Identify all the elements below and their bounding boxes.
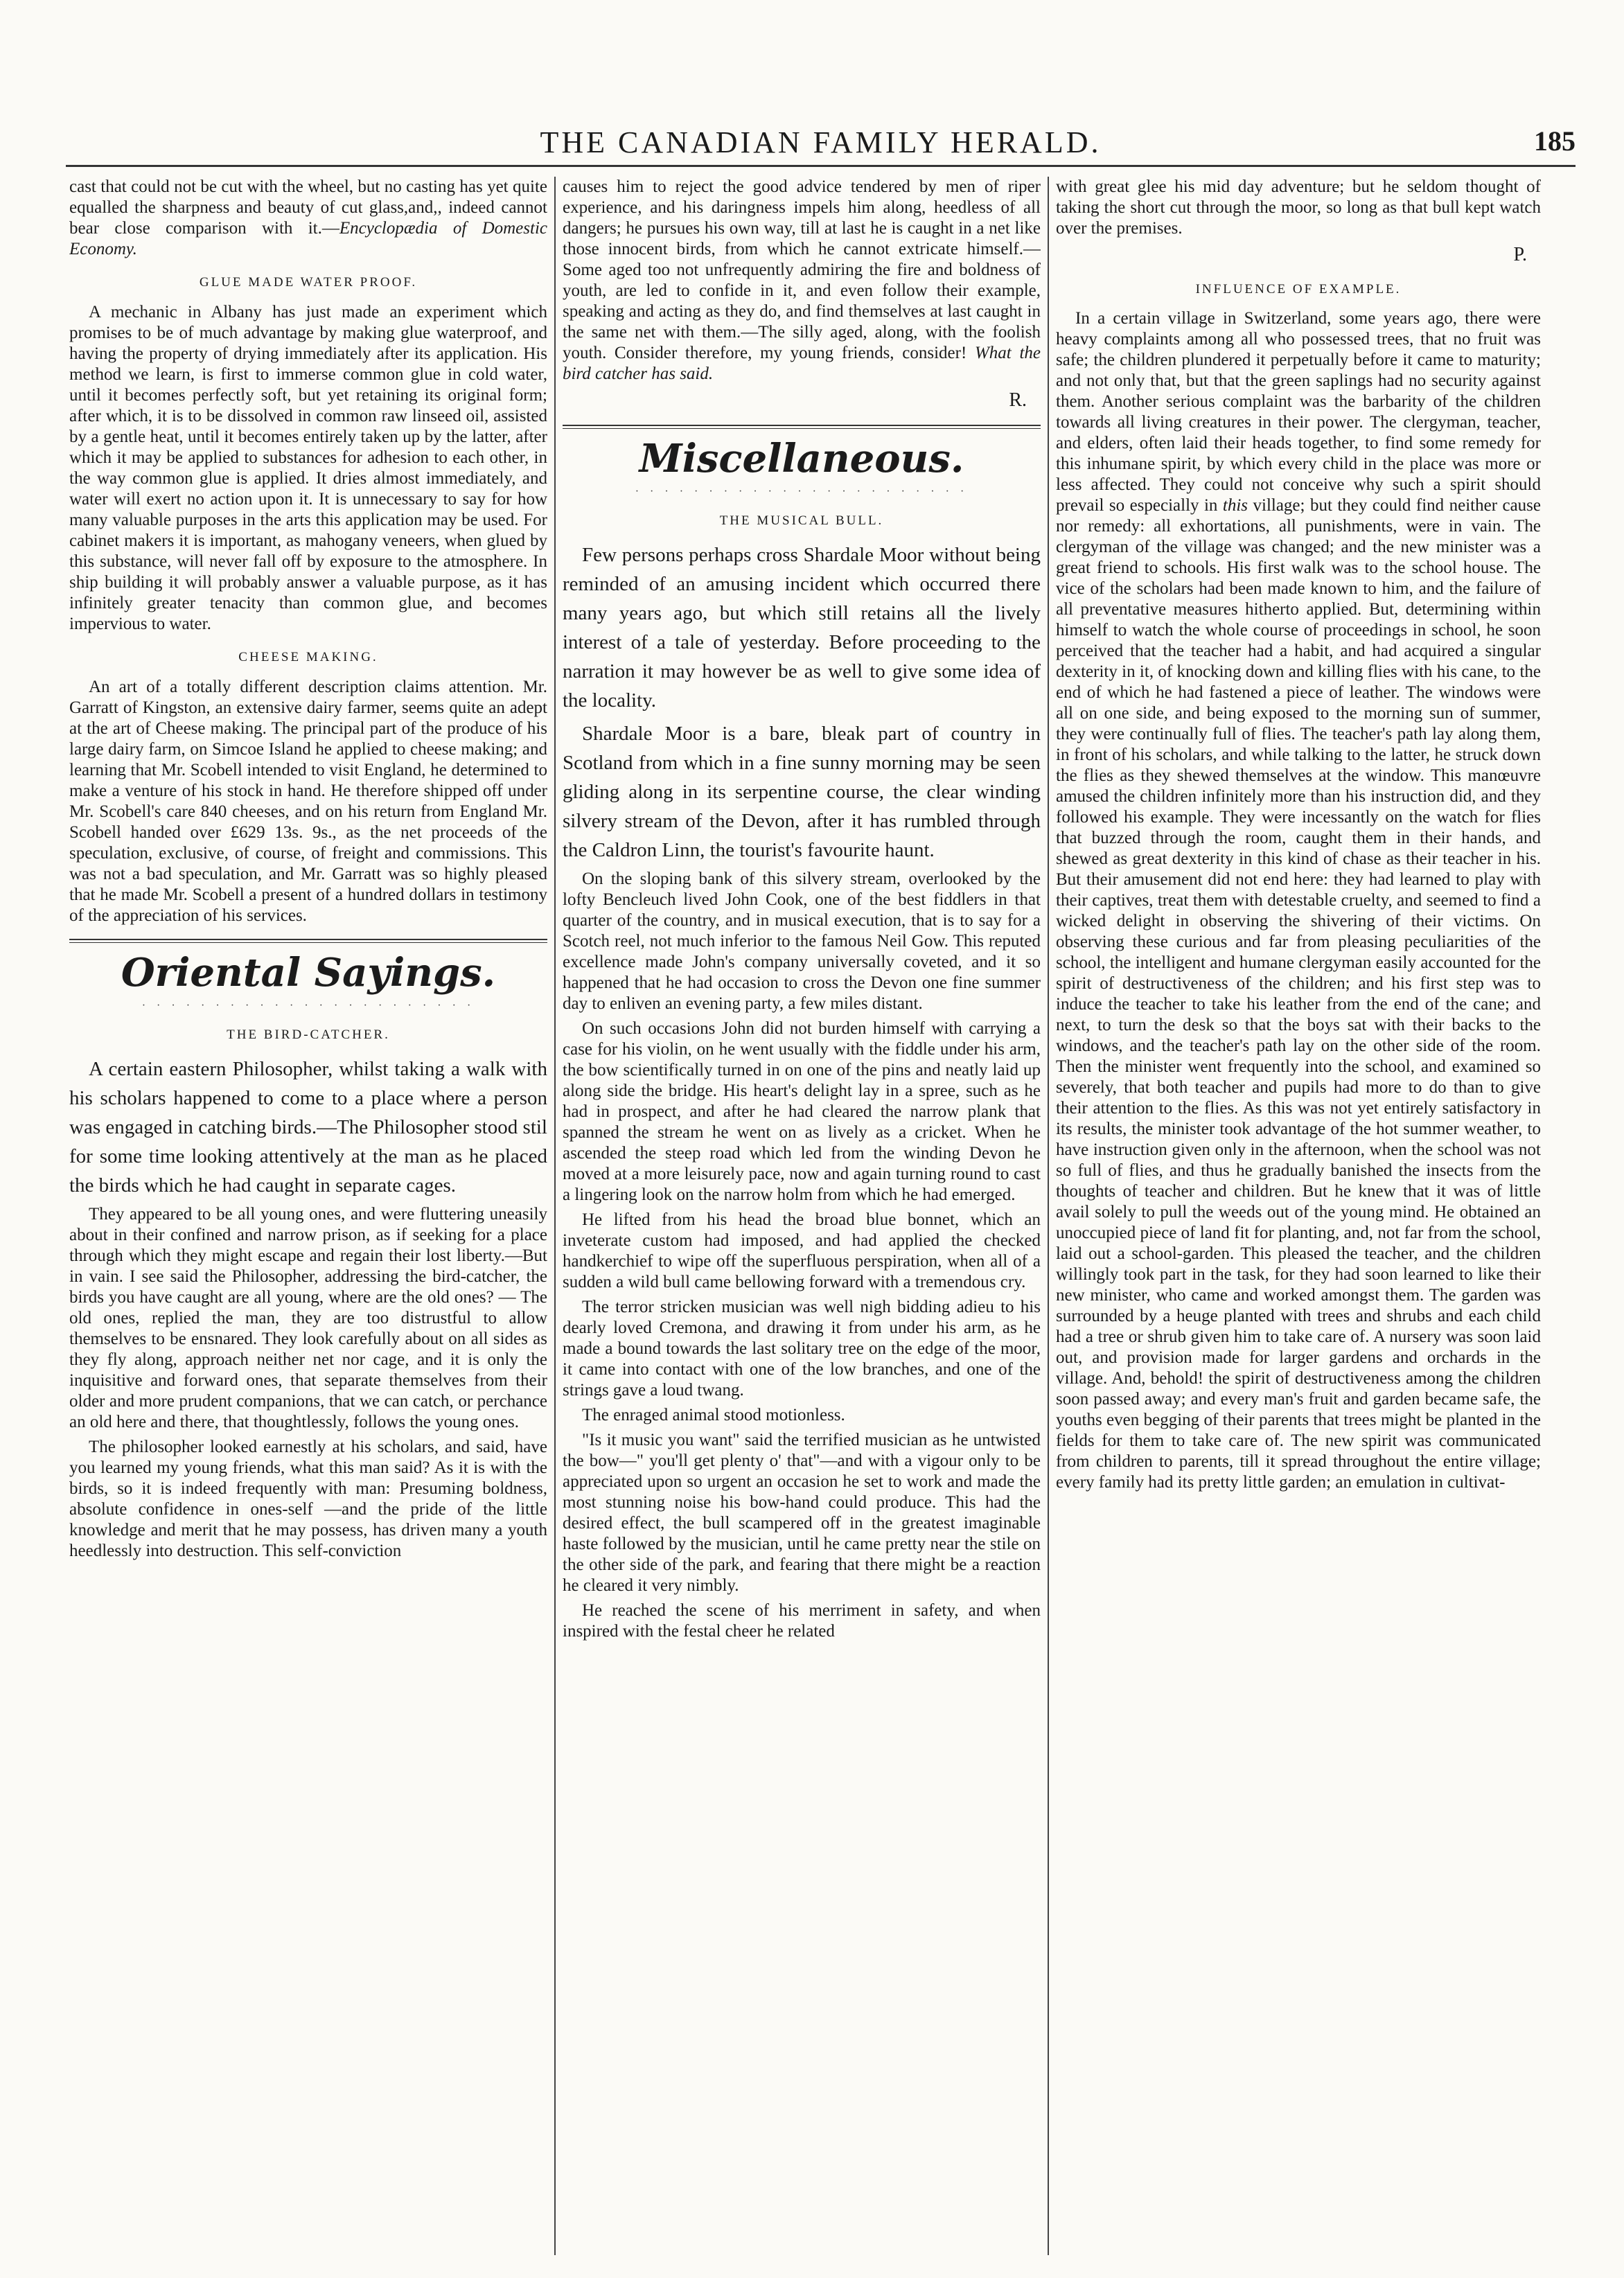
page-header [66,125,1576,166]
birdcatcher-moral: What the bird catcher has said. [563,344,1041,383]
column-1 [69,177,547,2255]
section-rule [69,939,547,940]
page-number: 185 [1534,125,1576,157]
influence-italic-word: this [1222,496,1248,515]
cheese-article: An art of a totally different description claims attention. Mr. Garratt of Kingston, an extensive dairy farmer, seems quite an adept at the art of Cheese making. The principal part of the produce of his large dairy farm, on Simcoe Island he applied to cheese making; and learning that Mr. Scobell intended to visit England, he determined to make a venture of his stock in hand. He therefore shipped off under Mr. Scobell's care 840 cheeses, and on his return from England Mr. Scobell handed over £629 13s. 9s., as the net proceeds of the speculation, exclusive, of course, of freight and commissions. This was not a bad speculation, and Mr. Garratt was so highly pleased that he made Mr. Scobell a present of a hundred dollars in testimony of the appreciation of his services. [69,677,547,925]
glue-heading: GLUE MADE WATER PROOF. [199,275,418,290]
section-rule-thin [563,428,1041,429]
birdcatcher-p2: They appeared to be all young ones, and were fluttering uneasily about in their confined and narrow prison, as if seeking for a place through which they might escape and regain their lost liberty.—But in vain. I see said the Philosopher, addressing the bird-catcher, the birds you have caught are all young, where are the old ones? — The old ones, replied the man, they are too distrustful to allow themselves to be ensnared. They look carefully about on all sides as they fly along, approach neither net nor cage, and it is only the inquisitive and forward ones, that separate themselves from their older and more prudent companions, that we can catch, or perchance an old here and there, that thoughtlessly, follows the young ones. [69,1205,547,1431]
glass-article-end: cast that could not be cut with the wheel, but no casting has yet quite equalled the sharpness and beauty of cut glass,and,, indeed cannot bear close comparison with it.—Encyclopædia of Domestic Economy. [69,177,547,258]
bull-p8: "Is it music you want" said the terrified musician as he untwisted the bow—" you'll get plenty o' that"—and with a vigour only to be appreciated upon so urgent an occasion he set to work and made the most stunning noise his bow-hand could produce. This had the desired effect, the bull scampered off in the greatest imaginable haste followed by the musician, until he came pretty near the stile on the other side of the park, and fearing that there might be a reaction he cleared it very nimbly. [563,1431,1041,1596]
musical-bull-heading: THE MUSICAL BULL. [719,513,884,528]
bull-p4: On such occasions John did not burden himself with carrying a case for his violin, on he went usually with the fiddle under his arm, the bow scientifically turned in on one of the pins and neatly laid up along side the bridge. His heart's delight lay in a spree, such as he had in prospect, and after he had cleared the narrow plank that spanned the stream he went on as lively as a cricket. When he ascended the steep road which led from the winding Devon he moved at a more leisurely pace, now and again turning round to cast a lingering look on the narrow holm from which he had emerged. [563,1019,1041,1205]
masthead: THE CANADIAN FAMILY HERALD. [540,125,1102,159]
bull-p1: Few persons perhaps cross Shardale Moor without being reminded of an amusing incident which occurred there many years ago, but which still retains all the lively interest of a tale of yesterday. Before proceeding to the narration it may however be as well to give some idea of the locality. [563,543,1041,712]
bull-continued: with great glee his mid day adventure; but he seldom thought of taking the short cut through the moor, so long as that bull kept watch over the premises. [1056,177,1541,238]
bull-p6: The terror stricken musician was well nigh bidding adieu to his dearly loved Cremona, and drawing it from under his arm, as he made a bound towards the last solitary tree on the edge of the moor, it came into contact with one of the low branches, and one of the strings gave a loud twang. [563,1298,1041,1400]
birdcatcher-continued: causes him to reject the good advice tendered by men of riper experience, and his daringness impels him along, heedless of all dangers; he pursues his own way, till at last he is caught in a net like those innocent birds, from which he cannot extricate himself.—Some aged too not unfrequently admiring the fire and boldness of youth, are led to confide in it, and even follow their example, speaking and acting as they do, and find themselves at last caught in the same net with them.—The silly aged, along, with the foolish youth. Consider therefore, my young friends, consider! What the bird catcher has said. [563,177,1041,383]
section-rule-thin [69,942,547,943]
dotted-rule: · · · · · · · · · · · · · · · · · · · · · · · [635,485,969,497]
signature-p: P. [1513,244,1527,265]
column-3 [1056,177,1541,2255]
influence-article: In a certain village in Switzerland, some years ago, there were heavy complaints among all who possessed trees, that no fruit was safe; the children plundered it perpetually before it came to maturity; and not only that, but that the green saplings had no security against them. Another serious complaint was the barbarity of the children towards all living creatures in their power. The clergyman, teacher, and elders, often laid their heads together, to find some remedy for this inhumane spirit, by which every child in the place was more or less affected. They could not conceive why such a spirit should prevail so especially in this village; but they could find neither cause nor remedy: all exhortations, all punishments, were in vain. The clergyman of the village was changed; and the new minister was a great friend to schools. His first walk was to the school house. The vice of the scholars had been made known to him, and the failure of all preventative measures hitherto applied. But, determining within himself to watch the whole course of proceedings in school, he soon perceived that the teacher had a habit, and had acquired a singular dexterity in it, of knocking down and killing flies with his cane, to the end of which he had fastened a piece of leather. The windows were all on one side, and being exposed to the morning sun of summer, they were continually full of flies. The teacher's path lay along them, in front of his scholars, and while talking to the latter, he struck down the flies as they shewed themselves at the window. This manœuvre amused the children infinitely more than his instruction did, and they followed his example. They were incessantly on the watch for flies that buzzed through the room, caught them in their hands, and shewed as great dexterity in this kind of chase as their teacher in his. But their amusement did not end here: they had learned to play with their captives, treat them with detestable cruelty, and seemed to find a wicked delight in observing the shivering of their victims. On observing these curious and far from pleasing peculiarities of the school, the intelligent and humane clergyman easily accounted for the spirit of destructiveness of the children; and his first step was to induce the teacher to take his leather from the end of the cane; and next, to turn the desk so that the boys sat with their backs to the windows, and the teacher's path lay on the other side of the room. Then the minister went frequently into the school, and examined so severely, that both teacher and pupils had more to do than to give their attention to the flies. As this was not yet entirely satisfactory in its results, the minister took advantage of the hot summer weather, to have instruction given only in the afternoon, when the school was not so full of flies, and thus he gradually banished the insects from the thoughts of teacher and children. But he knew that it was of little avail solely to pull the weeds out of the young mind. He obtained an unoccupied piece of land fit for planting, and, not far from the school, laid out a school-garden. This pleased the teacher, and the children willingly took part in the task, for they had soon learned to like their new minister, who came and worked amongst them. The garden was surrounded by a heuge planted with trees and shrubs and each child had a tree or shrub given him to take care of. A nursery was soon laid out, and provision made for larger gardens and orchards in the village. And, behold! the spirit of destructiveness among the children soon passed away; and every man's fruit and garden became safe, the youths even begging of their parents that trees might be planted in the fields for them to take care of. The new spirit was communicated from children to parents, till it spread throughout the entire village; every family had its pretty little garden; an emulation in cultivat- [1056,309,1541,1492]
source-citation: Encyclopædia of Domestic Economy. [69,219,547,258]
bull-p7: The enraged animal stood motionless. [582,1406,845,1425]
birdcatcher-p3: The philosopher looked earnestly at his scholars, and said, have you learned my young friends, what this man said? As it is with the birds, so it is indeed frequently with man: Presuming boldness, absolute confidence in ones-self —and the pride of the little knowledge and merit that he may possess, has driven many a youth heedlessly into destruction. This self-conviction [69,1438,547,1560]
column-divider-1 [554,177,556,2255]
bull-p3: On the sloping bank of this silvery stream, overlooked by the lofty Bencleuch lived John Cook, one of the best fiddlers in that quarter of the country, and in musical execution, that is to say for a Scotch reel, not much inferior to the famous Neil Gow. This reputed excellence made John's company universally coveted, and it so happened that he had occasion to cross the Devon one fine summer day to enliven an evening party, a few miles distant. [563,869,1041,1014]
influence-heading: INFLUENCE OF EXAMPLE. [1195,281,1402,297]
column-divider-2 [1048,177,1049,2255]
signature-r: R. [1009,389,1027,411]
section-title-oriental: Oriental Sayings. [121,949,496,996]
column-2 [563,177,1041,2255]
header-rule [66,165,1576,167]
bull-p5: He lifted from his head the broad blue bonnet, which an inveterate custom had imposed, and had applied the checked handkerchief to wipe off the superfluous perspiration, when all of a sudden a wild bull came bellowing forward with a tremendous cry. [563,1210,1041,1292]
section-rule [563,425,1041,426]
section-title-miscellaneous: Miscellaneous. [639,435,964,482]
glue-article: A mechanic in Albany has just made an experiment which promises to be of much advantage by making glue waterproof, and having the property of drying immediately after its application. His method we learn, is first to immerse common glue in cold water, until it becomes perfectly soft, but yet retaining its original form; after which, it is to be dissolved in common raw linseed oil, assisted by a gentle heat, until it becomes entirely taken up by the latter, after which it may be applied to substances for adhesion to each other, in the way common glue is applied. It dries almost immediately, and water will exert no action upon it. It is unnecessary to say for how many valuable purposes in the arts this application may be used. For cabinet makers it is important, as mahogany veneers, when glued by this substance, will never fall off by exposure to the atmosphere. In ship building it will probably answer a valuable purpose, as it has infinitely greater tenacity than common glue, and becomes impervious to water. [69,302,547,633]
birdcatcher-heading: THE BIRD-CATCHER. [227,1027,390,1042]
birdcatcher-p1: A certain eastern Philosopher, whilst taking a walk with his scholars happened to come to a place where a person was engaged in catching birds.—The Philosopher stood stil for some time looking attentively at the man as he placed the birds which he had caught in separate cages. [69,1057,547,1197]
bull-p2: Shardale Moor is a bare, bleak part of country in Scotland from which in a fine sunny morning may be seen gliding along in its serpentine course, the clear winding silvery stream of the Devon, after it has rumbled through the Caldron Linn, the tourist's favourite haunt. [563,723,1041,862]
cheese-heading: CHEESE MAKING. [238,649,378,664]
bull-p9: He reached the scene of his merriment in safety, and when inspired with the festal cheer he related [563,1601,1041,1641]
dotted-rule: · · · · · · · · · · · · · · · · · · · · · · · [141,999,475,1012]
